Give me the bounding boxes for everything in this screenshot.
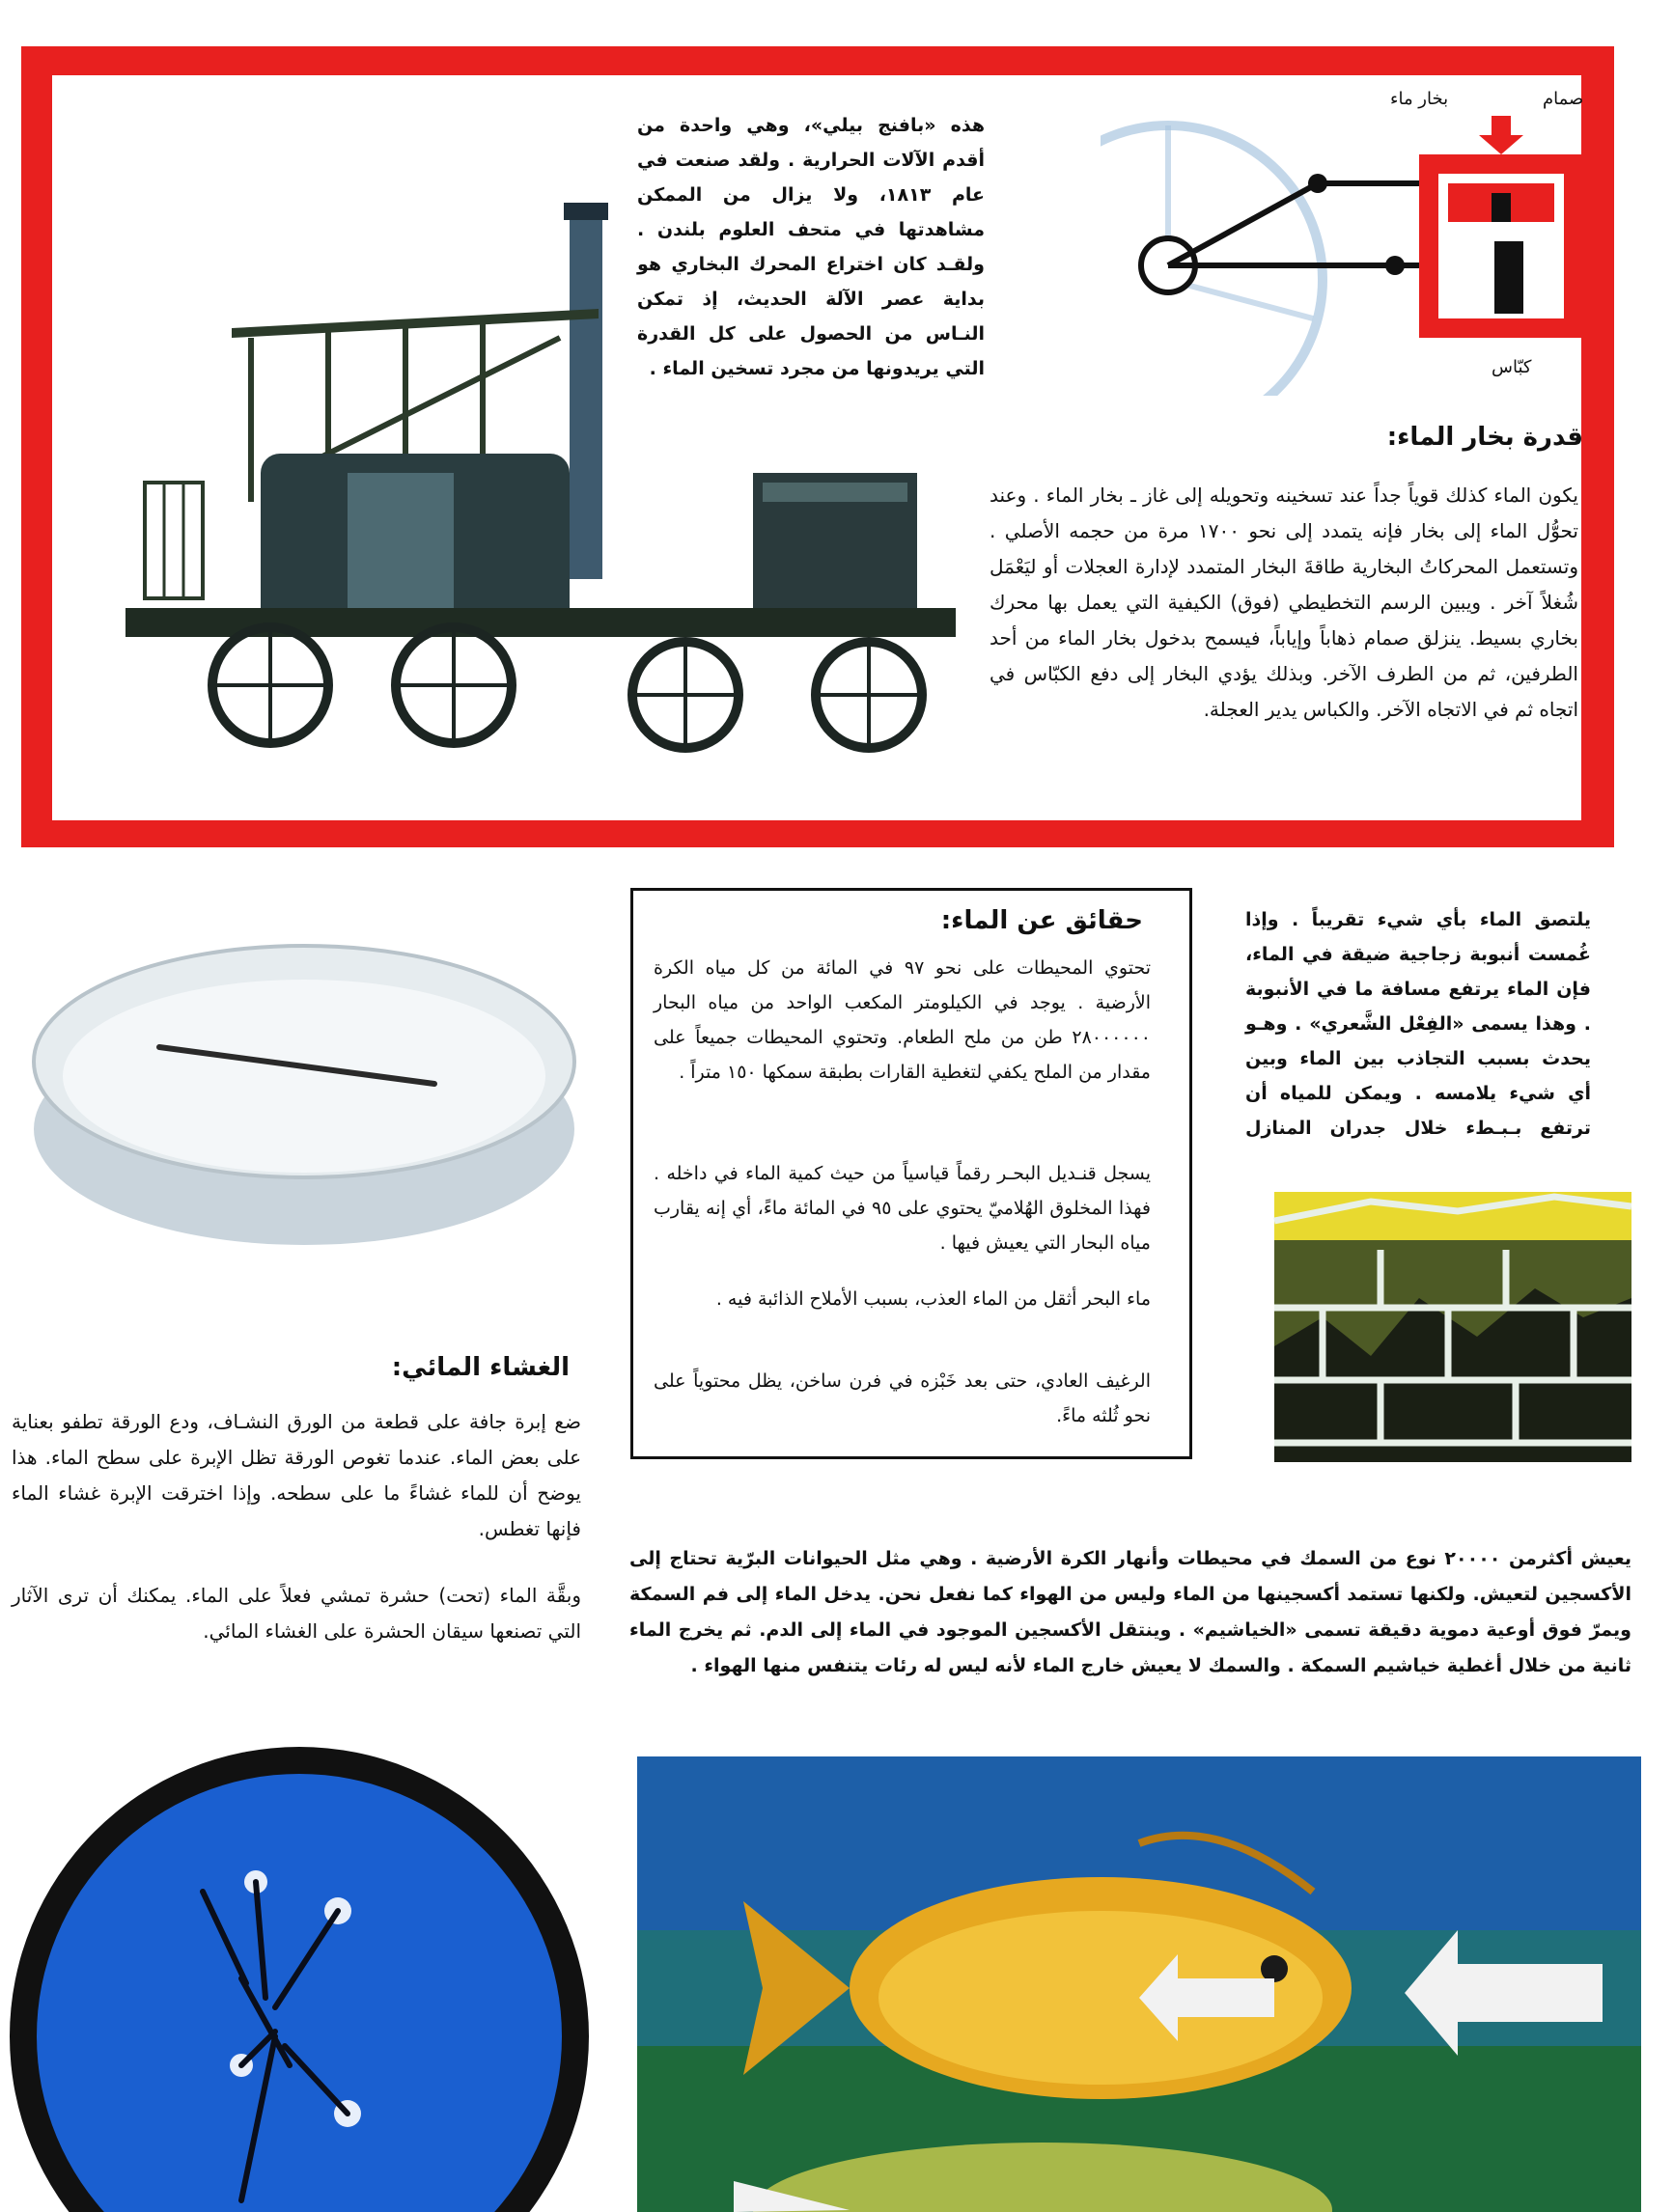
water-strider-image (10, 1747, 589, 2212)
floating-needle-dish-image (19, 917, 589, 1264)
damp-wall-image (1265, 1153, 1631, 1462)
water-fact-2: يسجل قنـديل البحـر رقماً قياسياً من حيث كمية الماء في داخله . فهذا المخلوق الهُلاميّ يحتوي على ٩٥ في المائة ماءً، أي إنه يقارب مياه البحار التي يعيش فيها . (654, 1163, 1151, 1254)
surface-film-paragraph-1: ضع إبرة جافة على قطعة من الورق النشـاف، ودع الورقة تطفو بعناية على بعض الماء. عندما تغوص الورقة تظل الإبرة على سطح الماء. هذا يوضح أن للماء غشاءً ما على سطحه. وإذا اخترقت الإبرة غشاء الماء فإنها تغطس. (12, 1410, 581, 1540)
engine-caption: هذه «بافنج بيلي»، وهي واحدة من أقدم الآلات الحرارية . ولقد صنعت في عام ١٨١٣، ولا يزال من الممكن مشاهدتها في متحف العلوم بلندن . ولقـد كان اختراع المحرك البخاري هو بداية عصر الآلة الحديث، إذ تمكن النـاس من الحصول على كل القدرة التي يريدونها من مجرد تسخين الماء . (637, 115, 985, 379)
water-fact-4: الرغيف العادي، حتى بعد خَبْزه في فرن ساخن، يظل محتوياً على نحو ثُلثه ماءً. (654, 1370, 1151, 1426)
water-fact-3: ماء البحر أثقل من الماء العذب، بسبب الأملاح الذائبة فيه . (715, 1288, 1151, 1310)
surface-film-heading: الغشاء المائي: (391, 1353, 570, 1382)
steam-power-body: يكون الماء كذلك قوياً جداً عند تسخينه وتحويله إلى غاز ـ بخار الماء . وعند تحوُّل الماء إلى بخار فإنه يتمدد إلى نحو ١٧٠٠ مرة من حجمه الأصلي . وتستعمل المحركاتُ البخارية طاقةَ البخار المتمدد لإدارة العجلات أو ليَعْمَل شُغلاً آخر . ويبين الرسم التخطيطي (فوق) الكيفية التي يعمل بها محرك بخاري بسيط. ينزلق صمام ذهاباً وإياباً، فيسمح بدخول بخار الماء من أحد الطرفين، ثم من الطرف الآخر. وبذلك يؤدي البخار إلى دفع الكبّاس في اتجاه ثم في الاتجاه الآخر. والكباس يدير العجلة. (990, 484, 1578, 721)
surface-film-paragraph-2: وبقَّة الماء (تحت) حشرة تمشي فعلاً على الماء. يمكنك أن ترى الآثار التي تصنعها سيقان الحشرة على الغشاء المائي. (12, 1584, 581, 1643)
steam-power-heading: قدرة بخار الماء: (1386, 423, 1583, 452)
piston-label: كبّاس (1492, 357, 1532, 377)
water-fact-1: تحتوي المحيطات على نحو ٩٧ في المائة من كل مياه الكرة الأرضية . يوجد في الكيلومتر المكعب الواحد من مياه البحار ٢٨٠٠٠٠٠٠ طن من ملح الطعام. وتحتوي المحيطات جميعاً على مقدار من الملح يكفي لتغطية القارات بطبقة سمكها ١٥٠ متراً . (654, 957, 1151, 1083)
valve-label: صمام (1543, 89, 1584, 109)
fish-gills-image (637, 1756, 1641, 2212)
capillary-action-text: يلتصق الماء بأي شيء تقريباً . وإذا غُمست أنبوبة زجاجية ضيقة في الماء، فإن الماء يرتفع مسافة ما في الأنبوبة . وهذا يسمى «الفِعْل الشَّعري» . وهـو يحدث بسبب التجاذب بين الماء وبين أي شيء يلامسه . ويمكن للمياه أن ترتفع بـبـطء خلال جدران المنازل (1245, 909, 1591, 1139)
steam-engine-diagram (1101, 77, 1603, 396)
steam-label: بخار ماء (1390, 89, 1449, 109)
water-facts-heading: حقائق عن الماء: (940, 906, 1143, 935)
fish-breathing-text: يعيش أكثرمن ٢٠٠٠٠ نوع من السمك في محيطات وأنهار الكرة الأرضية . وهي مثل الحيوانات البرّية تحتاج إلى الأكسجين لتعيش. ولكنها تستمد أكسجينها من الماء وليس من الهواء كما نفعل نحن. يدخل الماء إلى فم السمكة ويمرّ فوق أوعية دموية دقيقة تسمى «الخياشيم» . وينتقل الأكسجين الموجود في الماء إلى الدم. ثم يخرج الماء ثانية من خلال أغطية خياشيم السمكة . والسمك لا يعيش خارج الماء لأنه ليس له رئات يتنفس منها الهواء . (629, 1548, 1631, 1676)
water-facts-box (630, 888, 1192, 1459)
